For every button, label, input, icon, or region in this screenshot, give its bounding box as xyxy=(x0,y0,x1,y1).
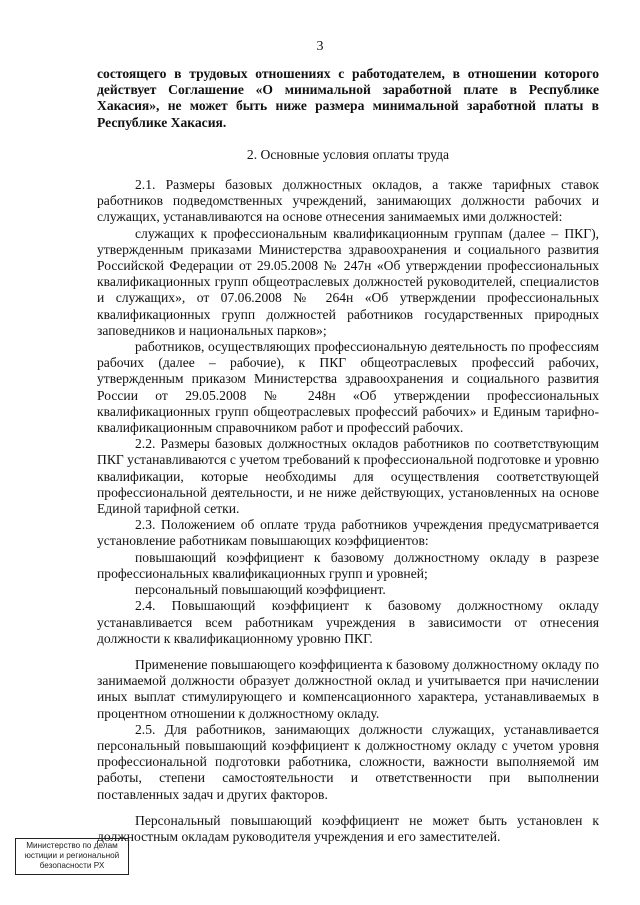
stamp-line-3: безопасности РХ xyxy=(39,861,105,870)
paragraph-2-3-item-b: персональный повышающий коэффициент. xyxy=(135,582,386,598)
intro-paragraph: состоящего в трудовых отношениях с работодателем, в отношении которого действует Соглашение «О минимальной заработной плате в Республике Хакасия», не может быть ниже размера минимальной заработной платы в Республике Хакасия. xyxy=(97,66,599,130)
paragraph-2-3-item-a: повышающий коэффициент к базовому должностному окладу в разрезе профессиональных квалификационных групп и уровней; xyxy=(97,549,599,581)
paragraph-2-1: 2.1. Размеры базовых должностных окладов, а также тарифных ставок работников подведомственных учреждений, занимающих должности рабочих и служащих, устанавливаются на основе отнесения занимаемых ими должностей: xyxy=(97,177,599,225)
paragraph-2-1-servants: служащих к профессиональным квалификационным группам (далее – ПКГ), утвержденным приказами Министерства здравоохранения и социального развития Российской Федерации от 29.05.2008 № 247н «Об утверждении профессиональных квалификационных групп общеотраслевых должностей руководителей, специалистов и служащих», от 07.06.2008 № 264н «Об утверждении профессиональных квалификационных групп должностей работников государственных природных заповедников и национальных парков»; xyxy=(97,225,599,338)
paragraph-2-4-application: Применение повышающего коэффициента к базовому должностному окладу по занимаемой должности образует должностной оклад и учитывается при начислении иных выплат стимулирующего и компенсационного характера, устанавливаемых в процентном отношении к должностному окладу. xyxy=(97,656,599,721)
paragraph-2-1-workers: работников, осуществляющих профессиональную деятельность по профессиям рабочих (далее – рабочие), к ПКГ общеотраслевых профессий рабочих, утвержденным приказом Министерства здравоохранения и социального развития России от 29.05.2008 № 248н «Об утверждении профессиональных квалификационных групп общеотраслевых профессий рабочих» и Единым тарифно-квалификационным справочником работ и профессий рабочих. xyxy=(97,339,599,436)
paragraph-2-3: 2.3. Положением об оплате труда работников учреждения предусматривается установление работникам повышающих коэффициентов: xyxy=(97,517,599,549)
paragraph-2-5-restriction: Персональный повышающий коэффициент не может быть установлен к должностным окладам руководителя учреждения и его заместителей. xyxy=(97,812,599,844)
ministry-stamp xyxy=(15,838,129,875)
stamp-line-2: юстиции и региональной xyxy=(24,851,120,860)
paragraph-2-5: 2.5. Для работников, занимающих должности служащих, устанавливается персональный повышающий коэффициент к должностному окладу с учетом уровня профессиональной подготовки работника, сложности, важности выполняемой им работы, степени самостоятельности и ответственности при выполнении поставленных задач и других факторов. xyxy=(97,721,599,802)
paragraph-2-4: 2.4. Повышающий коэффициент к базовому должностному окладу устанавливается всем работникам учреждения в зависимости от отнесения должности к квалификационному уровню ПКГ. xyxy=(97,598,599,646)
paragraph-2-2: 2.2. Размеры базовых должностных окладов работников по соответствующим ПКГ устанавливаются с учетом требований к профессиональной подготовке и уровню квалификации, которые необходимы для осуществления соответствующей профессиональной деятельности, и не ниже действующих, установленных на основе Единой тарифной сетки. xyxy=(97,436,599,517)
page-number: 3 xyxy=(316,39,324,54)
section-title: 2. Основные условия оплаты труда xyxy=(246,146,450,162)
stamp-line-1: Министерство по делам xyxy=(26,841,118,850)
document-body xyxy=(97,66,599,845)
